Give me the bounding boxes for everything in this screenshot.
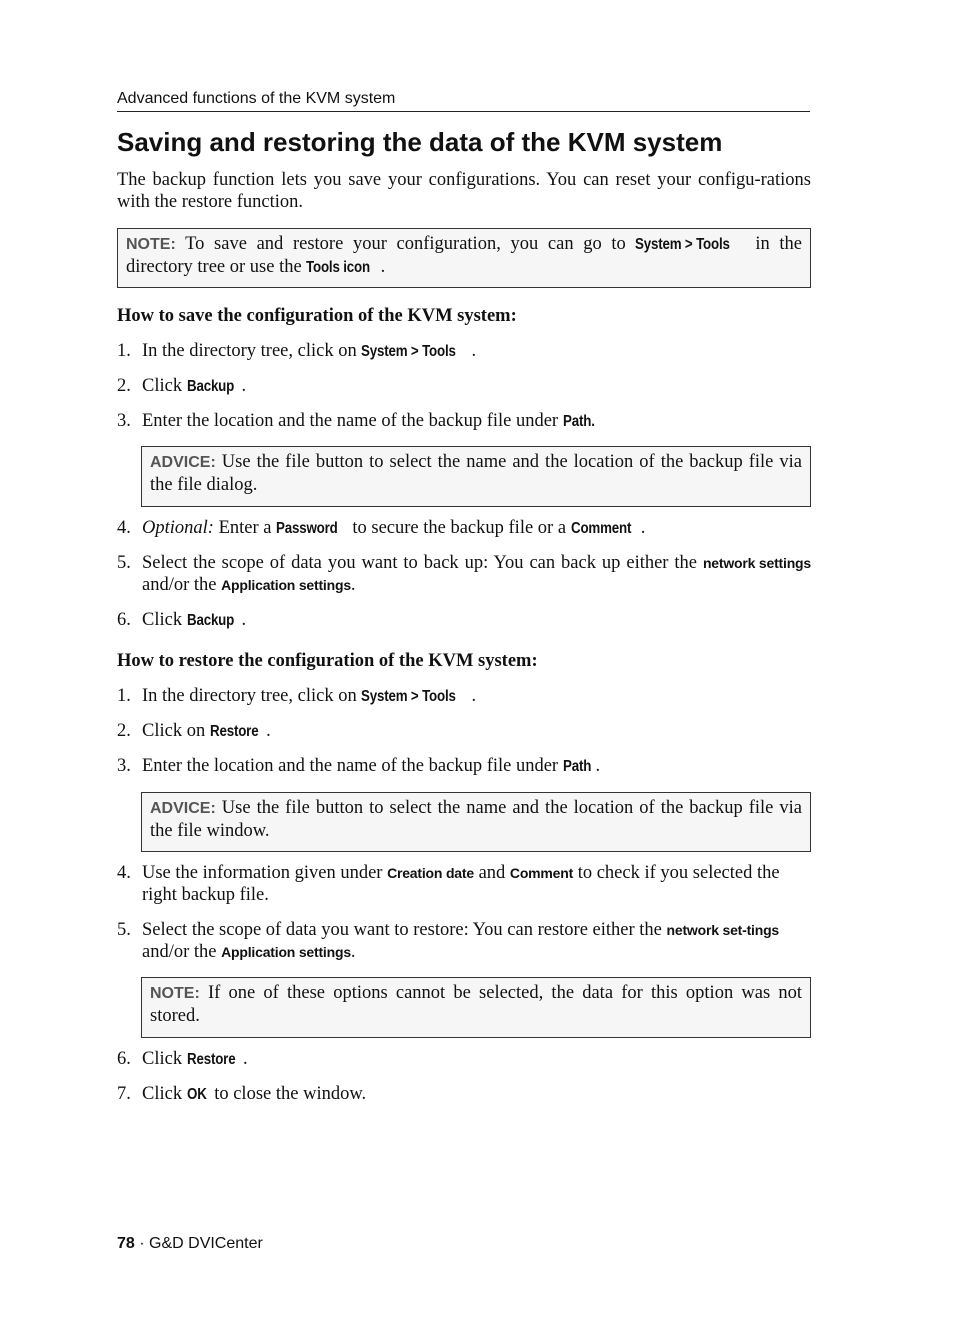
step-text: . [471,686,477,706]
command-path: Path [562,758,591,775]
restore-heading: How to restore the configuration of the KVM system: [117,651,538,671]
command-backup: Backup [186,378,234,395]
note-text: If one of these options cannot be selected, the data for this option was not stored. [150,983,802,1026]
command-restore: Restore [209,723,259,740]
advice-text: Use the file button to select the name and the location of the backup file via the file window. [150,798,802,841]
optional-label: Optional: [142,518,214,538]
step-number: 1. [117,341,131,361]
note-text: in the directory tree or use the [126,234,802,277]
advice-label: ADVICE: [150,454,216,471]
note-box-tools [117,228,811,288]
step-text: . [241,376,247,396]
save-step-5 [117,552,811,596]
advice-text: Use the file button to select the name and the location of the backup file via the file dialog. [150,452,802,495]
step-number: 5. [117,920,131,940]
step-number: 2. [117,376,131,396]
step-number: 3. [117,411,131,431]
step-text: Click [142,1049,187,1069]
command-system-tools: System > Tools [361,343,457,360]
step-number: 4. [117,863,131,883]
step-text: . [471,341,477,361]
restore-step-6 [117,1048,811,1071]
step-text: In the directory tree, click on [142,341,362,361]
advice-box-save [141,446,811,507]
step-number: 3. [117,756,131,776]
restore-step-3 [117,755,811,778]
command-path: Path. [562,413,595,430]
step-number: 7. [117,1084,131,1104]
command-tools-icon: Tools icon [306,259,371,276]
restore-step-1 [117,685,811,708]
step-number: 5. [117,553,131,573]
save-step-3 [117,410,811,433]
step-text: . [241,610,247,630]
section-title: Saving and restoring the data of the KVM system [117,127,723,157]
command-system-tools: System > Tools [635,236,731,253]
command-network-settings: network settings [702,555,811,571]
step-text: to check if you selected the right backup file. [142,863,780,905]
restore-step-5 [117,919,811,963]
note-box-restore [141,977,811,1038]
step-text: . [266,721,271,741]
step-number: 6. [117,1049,131,1069]
footer-separator: · [134,1235,150,1252]
step-text: In the directory tree, click on [142,686,362,706]
step-text: . [350,575,356,595]
step-number: 4. [117,518,131,538]
step-text: . [243,1049,248,1069]
save-step-1 [117,340,811,363]
step-text: Enter the location and the name of the backup file under [142,756,563,776]
command-ok: OK [186,1086,207,1103]
command-comment: Comment [570,520,631,537]
save-step-2 [117,375,811,398]
step-text: to secure the backup file or a [347,518,571,538]
command-network-settings: network set-tings [666,922,780,938]
save-step-4 [117,517,811,540]
restore-step-4 [117,862,811,906]
step-number: 2. [117,721,131,741]
command-application-settings: Application settings [221,944,351,960]
command-application-settings: Application settings [221,577,351,593]
command-backup: Backup [186,612,234,629]
running-header: Advanced functions of the KVM system [117,89,810,112]
footer-product: G&D DVICenter [149,1235,263,1252]
step-text: Select the scope of data you want to restore: You can restore either the [142,920,667,940]
note-text: To save and restore your configuration, you can go to [175,234,636,254]
page-footer [117,1234,263,1254]
step-number: 6. [117,610,131,630]
advice-box-restore [141,792,811,852]
step-text: to close the window. [209,1084,367,1104]
step-text: . [350,942,356,962]
step-text: Click [142,610,187,630]
step-text: . [595,756,601,776]
page-number: 78 [117,1235,135,1252]
command-comment: Comment [509,865,574,881]
step-text: Click on [142,721,210,741]
step-text: and [473,863,510,883]
command-system-tools: System > Tools [361,688,457,705]
note-label: NOTE: [150,985,200,1002]
step-text: Select the scope of data you want to back up: You can back up either the [142,553,703,573]
command-password: Password [276,520,338,537]
save-heading: How to save the configuration of the KVM system: [117,306,517,326]
restore-step-2 [117,720,811,743]
step-text: and/or the [142,942,222,962]
step-text: Enter the location and the name of the backup file under [142,411,563,431]
step-text: Enter a [213,518,277,538]
step-text: . [640,518,646,538]
save-step-6 [117,609,811,632]
restore-step-7 [117,1083,811,1106]
note-text: . [380,257,386,277]
command-restore: Restore [186,1051,236,1068]
step-text: Click [142,1084,187,1104]
intro-paragraph: The backup function lets you save your configurations. You can reset your configu-rations with the restore function. [117,170,811,212]
step-number: 1. [117,686,131,706]
advice-label: ADVICE: [150,800,216,817]
step-text: and/or the [142,575,222,595]
step-text: Use the information given under [142,863,388,883]
command-creation-date: Creation date [387,865,474,881]
step-text: Click [142,376,187,396]
note-label: NOTE: [126,236,176,253]
